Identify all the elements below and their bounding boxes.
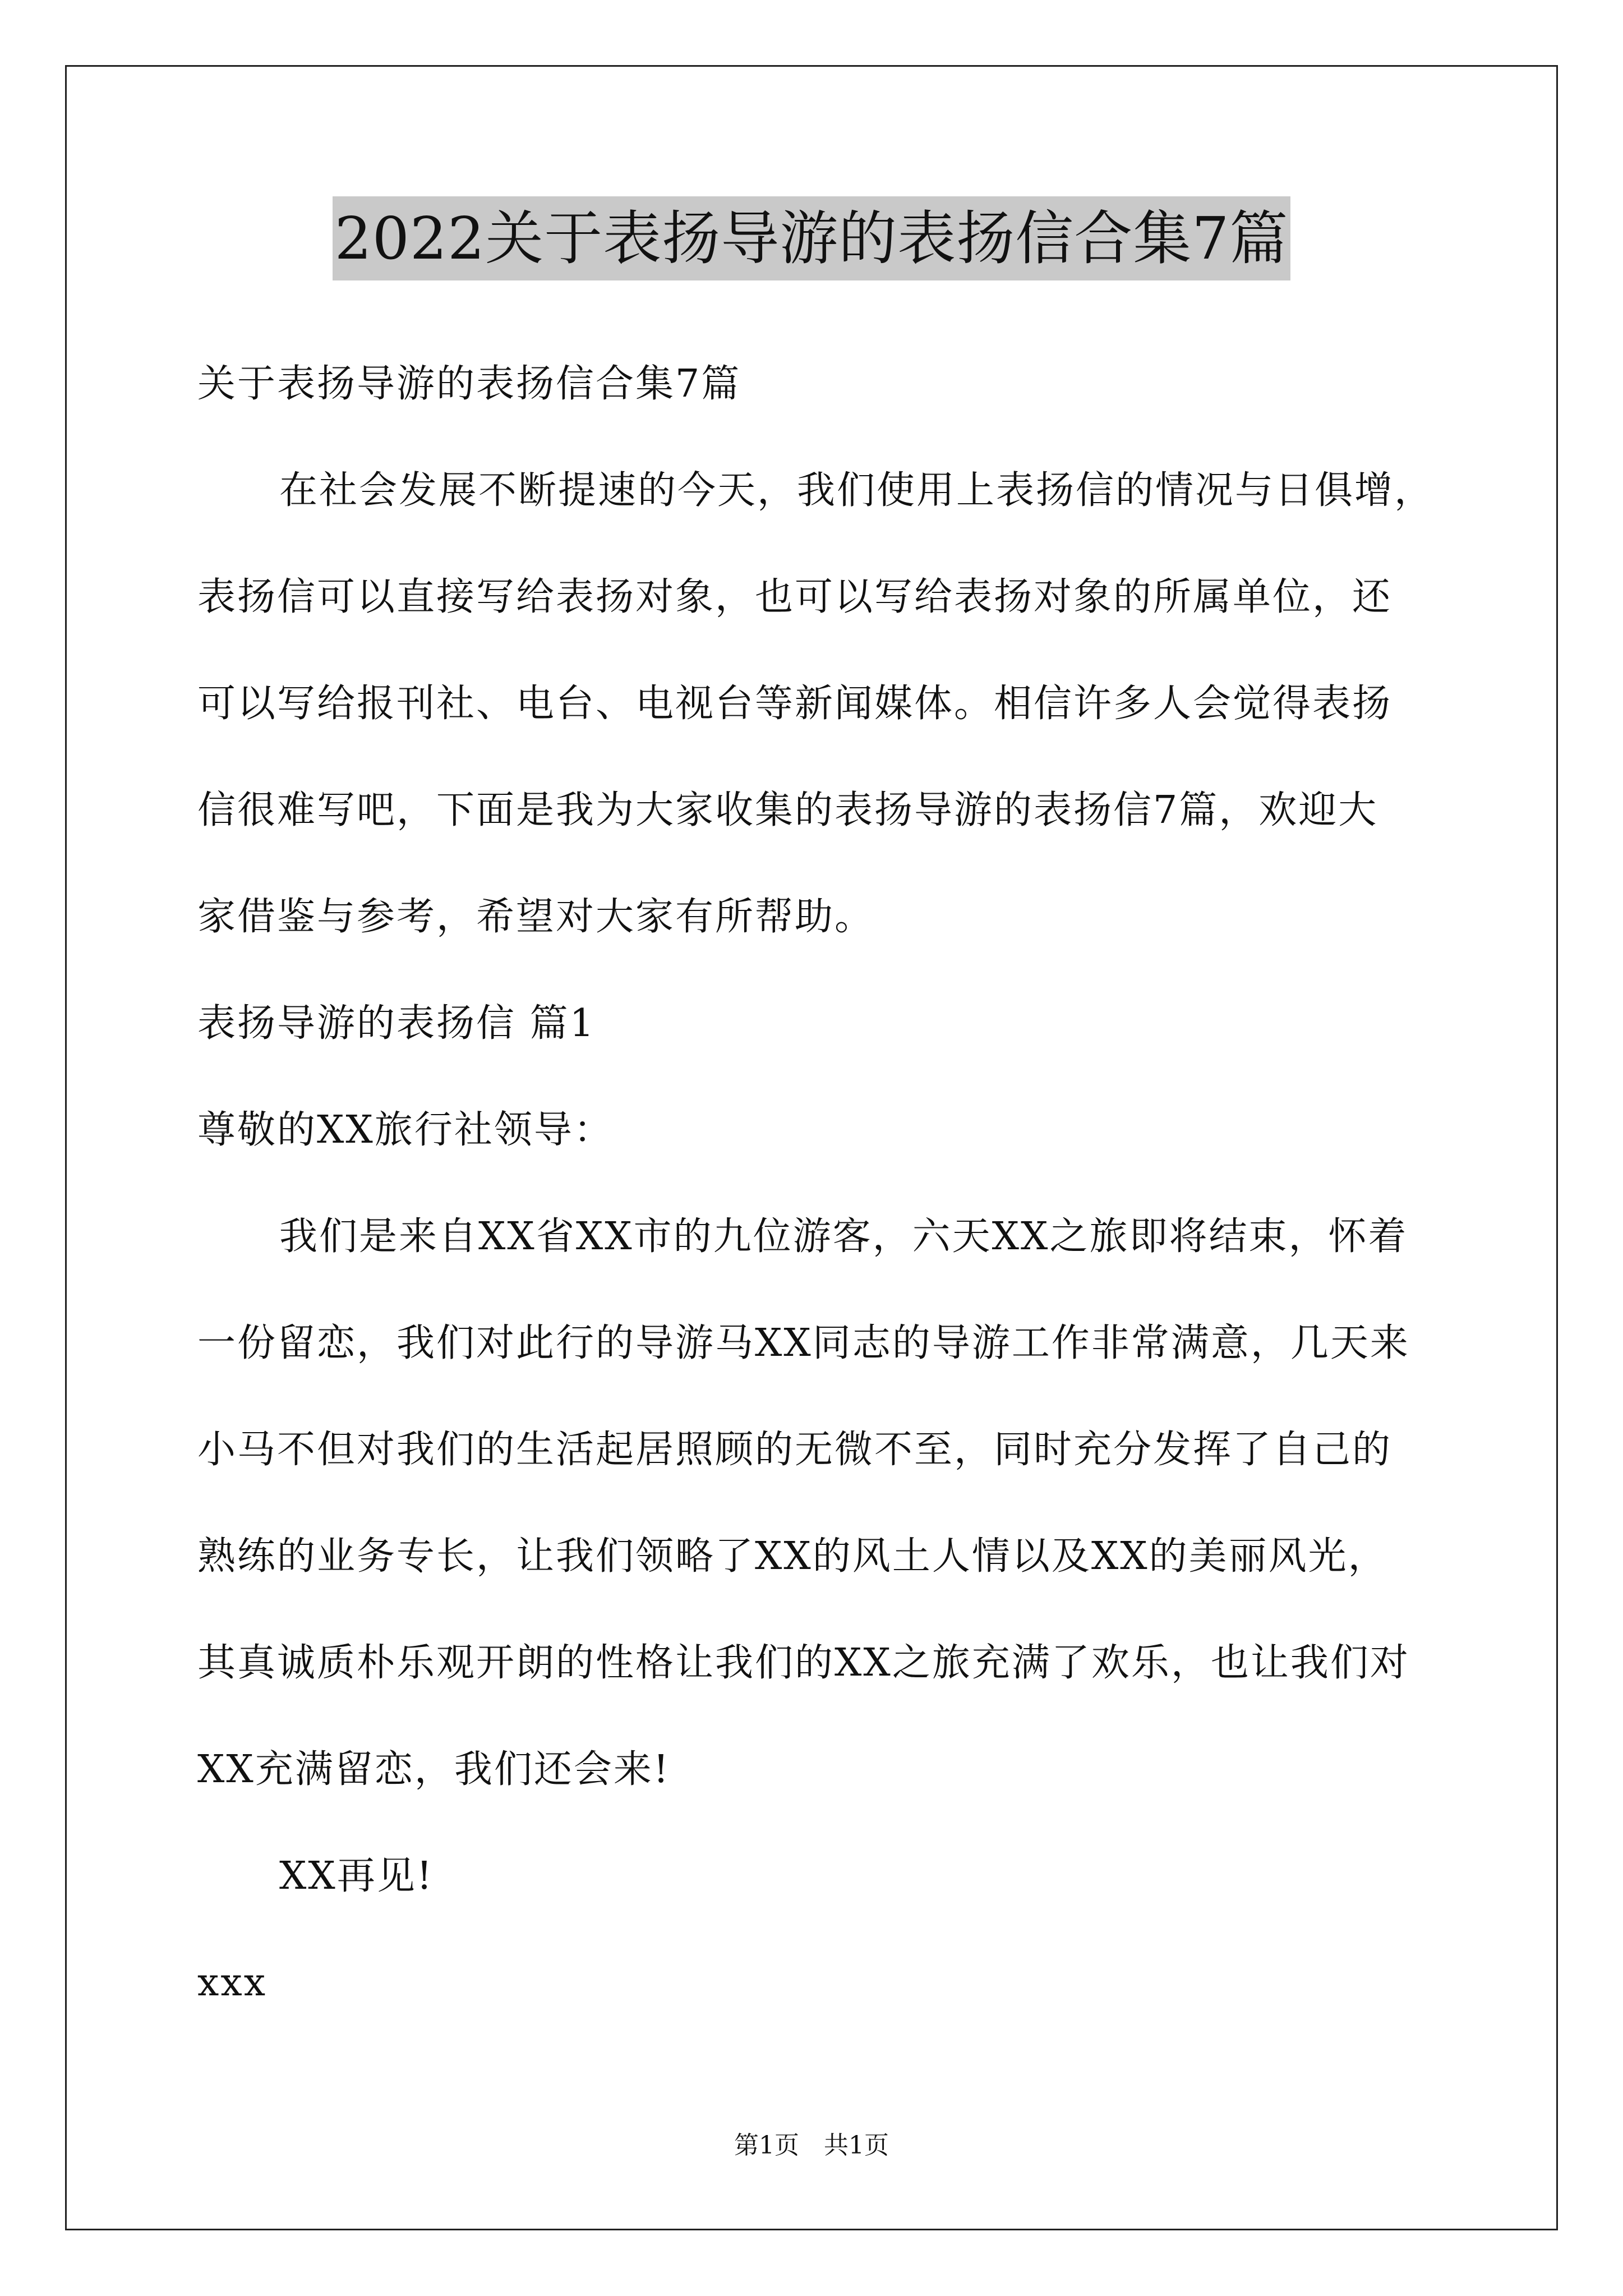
paragraph-line: 其真诚质朴乐观开朗的性格让我们的XX之旅充满了欢乐，也让我们对 <box>197 1641 1410 1685</box>
document-title: 2022关于表扬导游的表扬信合集7篇 <box>333 196 1291 280</box>
paragraph-line: 熟练的业务专长，让我们领略了XX的风土人情以及XX的美丽风光， <box>197 1534 1388 1579</box>
paragraph-line: 信很难写吧，下面是我为大家收集的表扬导游的表扬信7篇，欢迎大 <box>197 788 1378 832</box>
paragraph-line: 一份留恋，我们对此行的导游马XX同志的导游工作非常满意，几天来 <box>197 1321 1410 1365</box>
paragraph-line: 在社会发展不断提速的今天，我们使用上表扬信的情况与日俱增， <box>279 468 1435 513</box>
paragraph-line: XX充满留恋，我们还会来! <box>197 1747 671 1792</box>
paragraph-line: 我们是来自XX省XX市的九位游客，六天XX之旅即将结束，怀着 <box>279 1214 1408 1259</box>
paragraph-line: 可以写给报刊社、电台、电视台等新闻媒体。相信许多人会觉得表扬 <box>197 682 1393 726</box>
page-footer: 第1页 共1页 <box>734 2131 889 2160</box>
paragraph-line: 小马不但对我们的生活起居照顾的无微不至，同时充分发挥了自己的 <box>197 1428 1393 1472</box>
closing-line: XX再见! <box>279 1854 434 1898</box>
signature-line: xxx <box>197 1961 268 2005</box>
paragraph-line: 家借鉴与参考，希望对大家有所帮助。 <box>197 895 875 939</box>
title-container <box>0 196 1623 280</box>
section-heading: 表扬导游的表扬信 篇1 <box>197 1001 596 1046</box>
subtitle-line: 关于表扬导游的表扬信合集7篇 <box>197 362 741 406</box>
paragraph-line: 表扬信可以直接写给表扬对象，也可以写给表扬对象的所属单位，还 <box>197 575 1393 619</box>
salutation-line: 尊敬的XX旅行社领导： <box>197 1108 614 1152</box>
document-body <box>197 331 1435 2036</box>
